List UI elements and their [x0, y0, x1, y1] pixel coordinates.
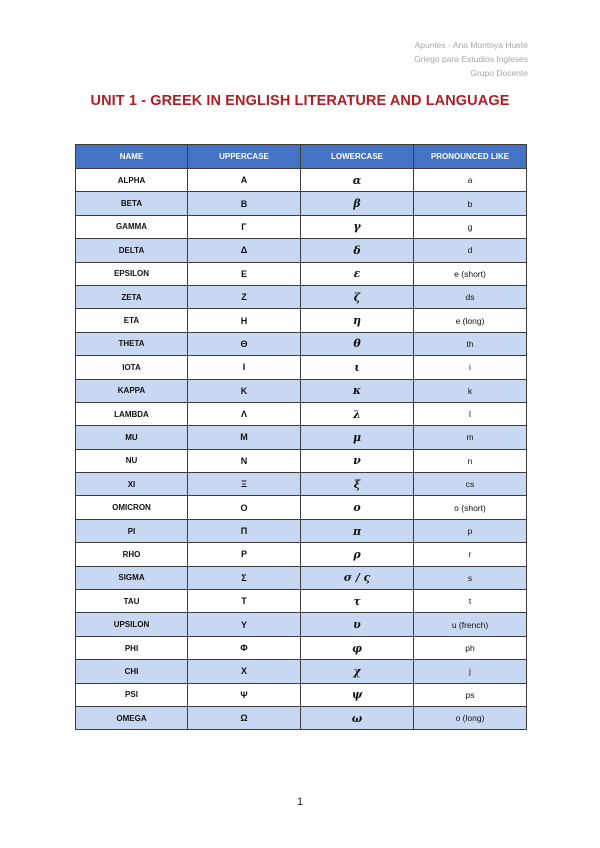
pronunciation: d [414, 239, 527, 262]
pronunciation: ps [414, 683, 527, 706]
table-row [76, 496, 527, 519]
table-row [76, 706, 527, 729]
table-row [76, 473, 527, 496]
letter-name: PSI [76, 683, 188, 706]
lowercase-letter: σ / ς [301, 566, 414, 589]
letter-name: MU [76, 426, 188, 449]
pronunciation: g [414, 215, 527, 238]
lowercase-letter: υ [301, 613, 414, 636]
table-header-row [76, 145, 527, 169]
table-row [76, 379, 527, 402]
letter-name: XI [76, 473, 188, 496]
uppercase-letter: Λ [188, 402, 301, 425]
letter-name: TAU [76, 590, 188, 613]
uppercase-letter: N [188, 449, 301, 472]
table-row [76, 566, 527, 589]
letter-name: PHI [76, 636, 188, 659]
uppercase-letter: B [188, 192, 301, 215]
table-row [76, 285, 527, 308]
table-row [76, 449, 527, 472]
lowercase-letter: λ [301, 402, 414, 425]
uppercase-letter: T [188, 590, 301, 613]
pronunciation: n [414, 449, 527, 472]
letter-name: CHI [76, 660, 188, 683]
lowercase-letter: ξ [301, 473, 414, 496]
lowercase-letter: δ [301, 239, 414, 262]
header-course: Griego para Estudios Ingleses [414, 54, 528, 64]
header-group: Grupo Docente [470, 68, 528, 78]
pronunciation: j [414, 660, 527, 683]
letter-name: LAMBDA [76, 402, 188, 425]
pronunciation: b [414, 192, 527, 215]
uppercase-letter: A [188, 169, 301, 192]
pronunciation: e (long) [414, 309, 527, 332]
uppercase-letter: Θ [188, 332, 301, 355]
table-row [76, 239, 527, 262]
letter-name: RHO [76, 543, 188, 566]
letter-name: UPSILON [76, 613, 188, 636]
lowercase-letter: τ [301, 590, 414, 613]
uppercase-letter: Z [188, 285, 301, 308]
letter-name: ALPHA [76, 169, 188, 192]
uppercase-letter: K [188, 379, 301, 402]
uppercase-letter: Φ [188, 636, 301, 659]
letter-name: NU [76, 449, 188, 472]
table-row [76, 192, 527, 215]
uppercase-letter: Π [188, 519, 301, 542]
table-row [76, 636, 527, 659]
table-body [76, 169, 527, 730]
column-header-name: NAME [76, 145, 188, 169]
lowercase-letter: γ [301, 215, 414, 238]
lowercase-letter: ν [301, 449, 414, 472]
table-row [76, 543, 527, 566]
lowercase-letter: θ [301, 332, 414, 355]
uppercase-letter: Ω [188, 706, 301, 729]
table-row [76, 169, 527, 192]
lowercase-letter: ζ [301, 285, 414, 308]
table-row [76, 402, 527, 425]
table-row [76, 660, 527, 683]
uppercase-letter: E [188, 262, 301, 285]
pronunciation: th [414, 332, 527, 355]
uppercase-letter: I [188, 356, 301, 379]
uppercase-letter: H [188, 309, 301, 332]
pronunciation: o (long) [414, 706, 527, 729]
uppercase-letter: Ξ [188, 473, 301, 496]
table-row [76, 356, 527, 379]
column-header-uppercase: UPPERCASE [188, 145, 301, 169]
pronunciation: l [414, 402, 527, 425]
uppercase-letter: Y [188, 613, 301, 636]
letter-name: DELTA [76, 239, 188, 262]
lowercase-letter: χ [301, 660, 414, 683]
lowercase-letter: ρ [301, 543, 414, 566]
table-row [76, 215, 527, 238]
table-row [76, 519, 527, 542]
table-row [76, 332, 527, 355]
pronunciation: t [414, 590, 527, 613]
pronunciation: a [414, 169, 527, 192]
table-row [76, 613, 527, 636]
pronunciation: ds [414, 285, 527, 308]
letter-name: OMICRON [76, 496, 188, 519]
letter-name: PI [76, 519, 188, 542]
letter-name: THETA [76, 332, 188, 355]
pronunciation: i [414, 356, 527, 379]
letter-name: BETA [76, 192, 188, 215]
lowercase-letter: ι [301, 356, 414, 379]
lowercase-letter: μ [301, 426, 414, 449]
letter-name: KAPPA [76, 379, 188, 402]
uppercase-letter: X [188, 660, 301, 683]
table-row [76, 426, 527, 449]
pronunciation: o (short) [414, 496, 527, 519]
letter-name: SIGMA [76, 566, 188, 589]
uppercase-letter: Γ [188, 215, 301, 238]
lowercase-letter: ω [301, 706, 414, 729]
lowercase-letter: π [301, 519, 414, 542]
lowercase-letter: ε [301, 262, 414, 285]
uppercase-letter: O [188, 496, 301, 519]
lowercase-letter: α [301, 169, 414, 192]
table-row [76, 590, 527, 613]
letter-name: OMEGA [76, 706, 188, 729]
column-header-lowercase: LOWERCASE [301, 145, 414, 169]
page-title: UNIT 1 - GREEK IN ENGLISH LITERATURE AND LANGUAGE [90, 93, 510, 109]
uppercase-letter: Σ [188, 566, 301, 589]
pronunciation: s [414, 566, 527, 589]
greek-alphabet-table [75, 144, 527, 730]
header-author: Apuntes - Ana Montoya Huete [414, 40, 528, 50]
pronunciation: m [414, 426, 527, 449]
letter-name: GAMMA [76, 215, 188, 238]
lowercase-letter: κ [301, 379, 414, 402]
pronunciation: cs [414, 473, 527, 496]
table-row [76, 309, 527, 332]
table-row [76, 683, 527, 706]
letter-name: EPSILON [76, 262, 188, 285]
page-header [414, 38, 528, 80]
pronunciation: u (french) [414, 613, 527, 636]
pronunciation: ph [414, 636, 527, 659]
pronunciation: r [414, 543, 527, 566]
uppercase-letter: P [188, 543, 301, 566]
pronunciation: k [414, 379, 527, 402]
lowercase-letter: ο [301, 496, 414, 519]
page-number: 1 [296, 796, 304, 808]
uppercase-letter: M [188, 426, 301, 449]
uppercase-letter: Δ [188, 239, 301, 262]
lowercase-letter: η [301, 309, 414, 332]
pronunciation: p [414, 519, 527, 542]
lowercase-letter: φ [301, 636, 414, 659]
lowercase-letter: β [301, 192, 414, 215]
letter-name: IOTA [76, 356, 188, 379]
pronunciation: e (short) [414, 262, 527, 285]
letter-name: ETA [76, 309, 188, 332]
uppercase-letter: Ψ [188, 683, 301, 706]
lowercase-letter: ψ [301, 683, 414, 706]
table-row [76, 262, 527, 285]
column-header-pronounced-like: PRONOUNCED LIKE [414, 145, 527, 169]
letter-name: ZETA [76, 285, 188, 308]
